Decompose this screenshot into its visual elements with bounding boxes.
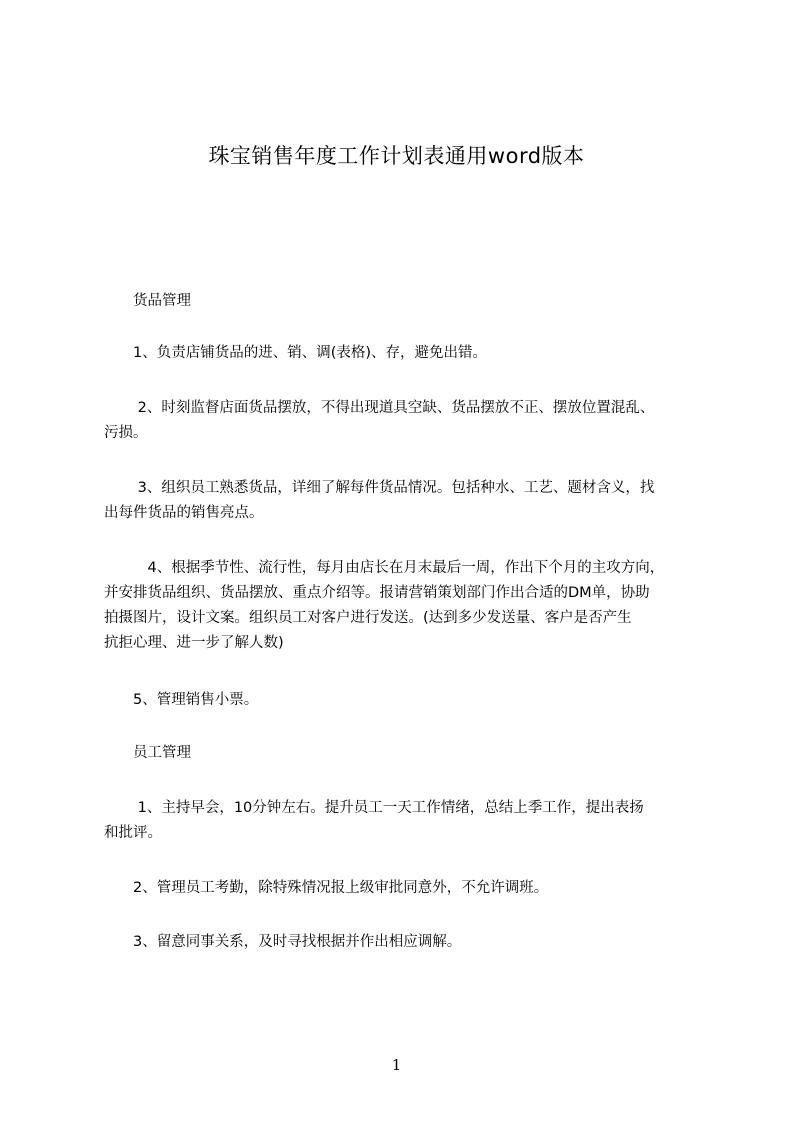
text-line: 2、时刻监督店面货品摆放，不得出现道具空缺、货品摆放不正、摆放位置混乱、 [104,400,655,416]
text-line: 出每件货品的销售亮点。 [104,505,264,521]
text-line: 拍摄图片，设计文案。组织员工对客户进行发送。(达到多少发送量、客户是否产生 [104,610,632,626]
text-line: 3、组织员工熟悉货品，详细了解每件货品情况。包括种水、工艺、题材含义，找 [104,480,655,496]
page-number: 1 [391,1056,402,1074]
paragraph-goods-3 [104,476,704,526]
text-line: 1、主持早会，10分钟左右。提升员工一天工作情绪，总结上季工作，提出表扬 [104,800,644,816]
paragraph-goods-4 [104,556,704,656]
paragraph-staff-3 [104,930,704,955]
text-line: 4、根据季节性、流行性，每月由店长在月末最后一周，作出下个月的主攻方向， [104,560,665,576]
text-line: 5、管理销售小票。 [104,692,259,708]
section-heading-goods [104,289,704,314]
document-title: 珠宝销售年度工作计划表通用word版本 [208,144,585,168]
text-line: 并安排货品组织、货品摆放、重点介绍等。报请营销策划部门作出合适的DM单，协助 [104,585,650,601]
paragraph-staff-1 [104,796,704,846]
text-line: 2、管理员工考勤，除特殊情况报上级审批同意外，不允许调班。 [104,880,549,896]
section-heading-staff [104,741,704,766]
text-line: 抗拒心理、进一步了解人数) [104,635,284,651]
paragraph-staff-2 [104,876,704,901]
text-line: 和批评。 [104,825,162,841]
text-line: 污损。 [104,425,148,441]
paragraph-goods-5 [104,688,704,713]
text-line: 3、留意同事关系，及时寻找根据并作出相应调解。 [104,934,462,950]
text-line: 员工管理 [104,745,191,761]
text-line: 货品管理 [104,293,191,309]
paragraph-goods-2 [104,396,704,446]
text-line: 1、负责店铺货品的进、销、调(表格)、存，避免出错。 [104,345,488,361]
paragraph-goods-1 [104,341,704,366]
